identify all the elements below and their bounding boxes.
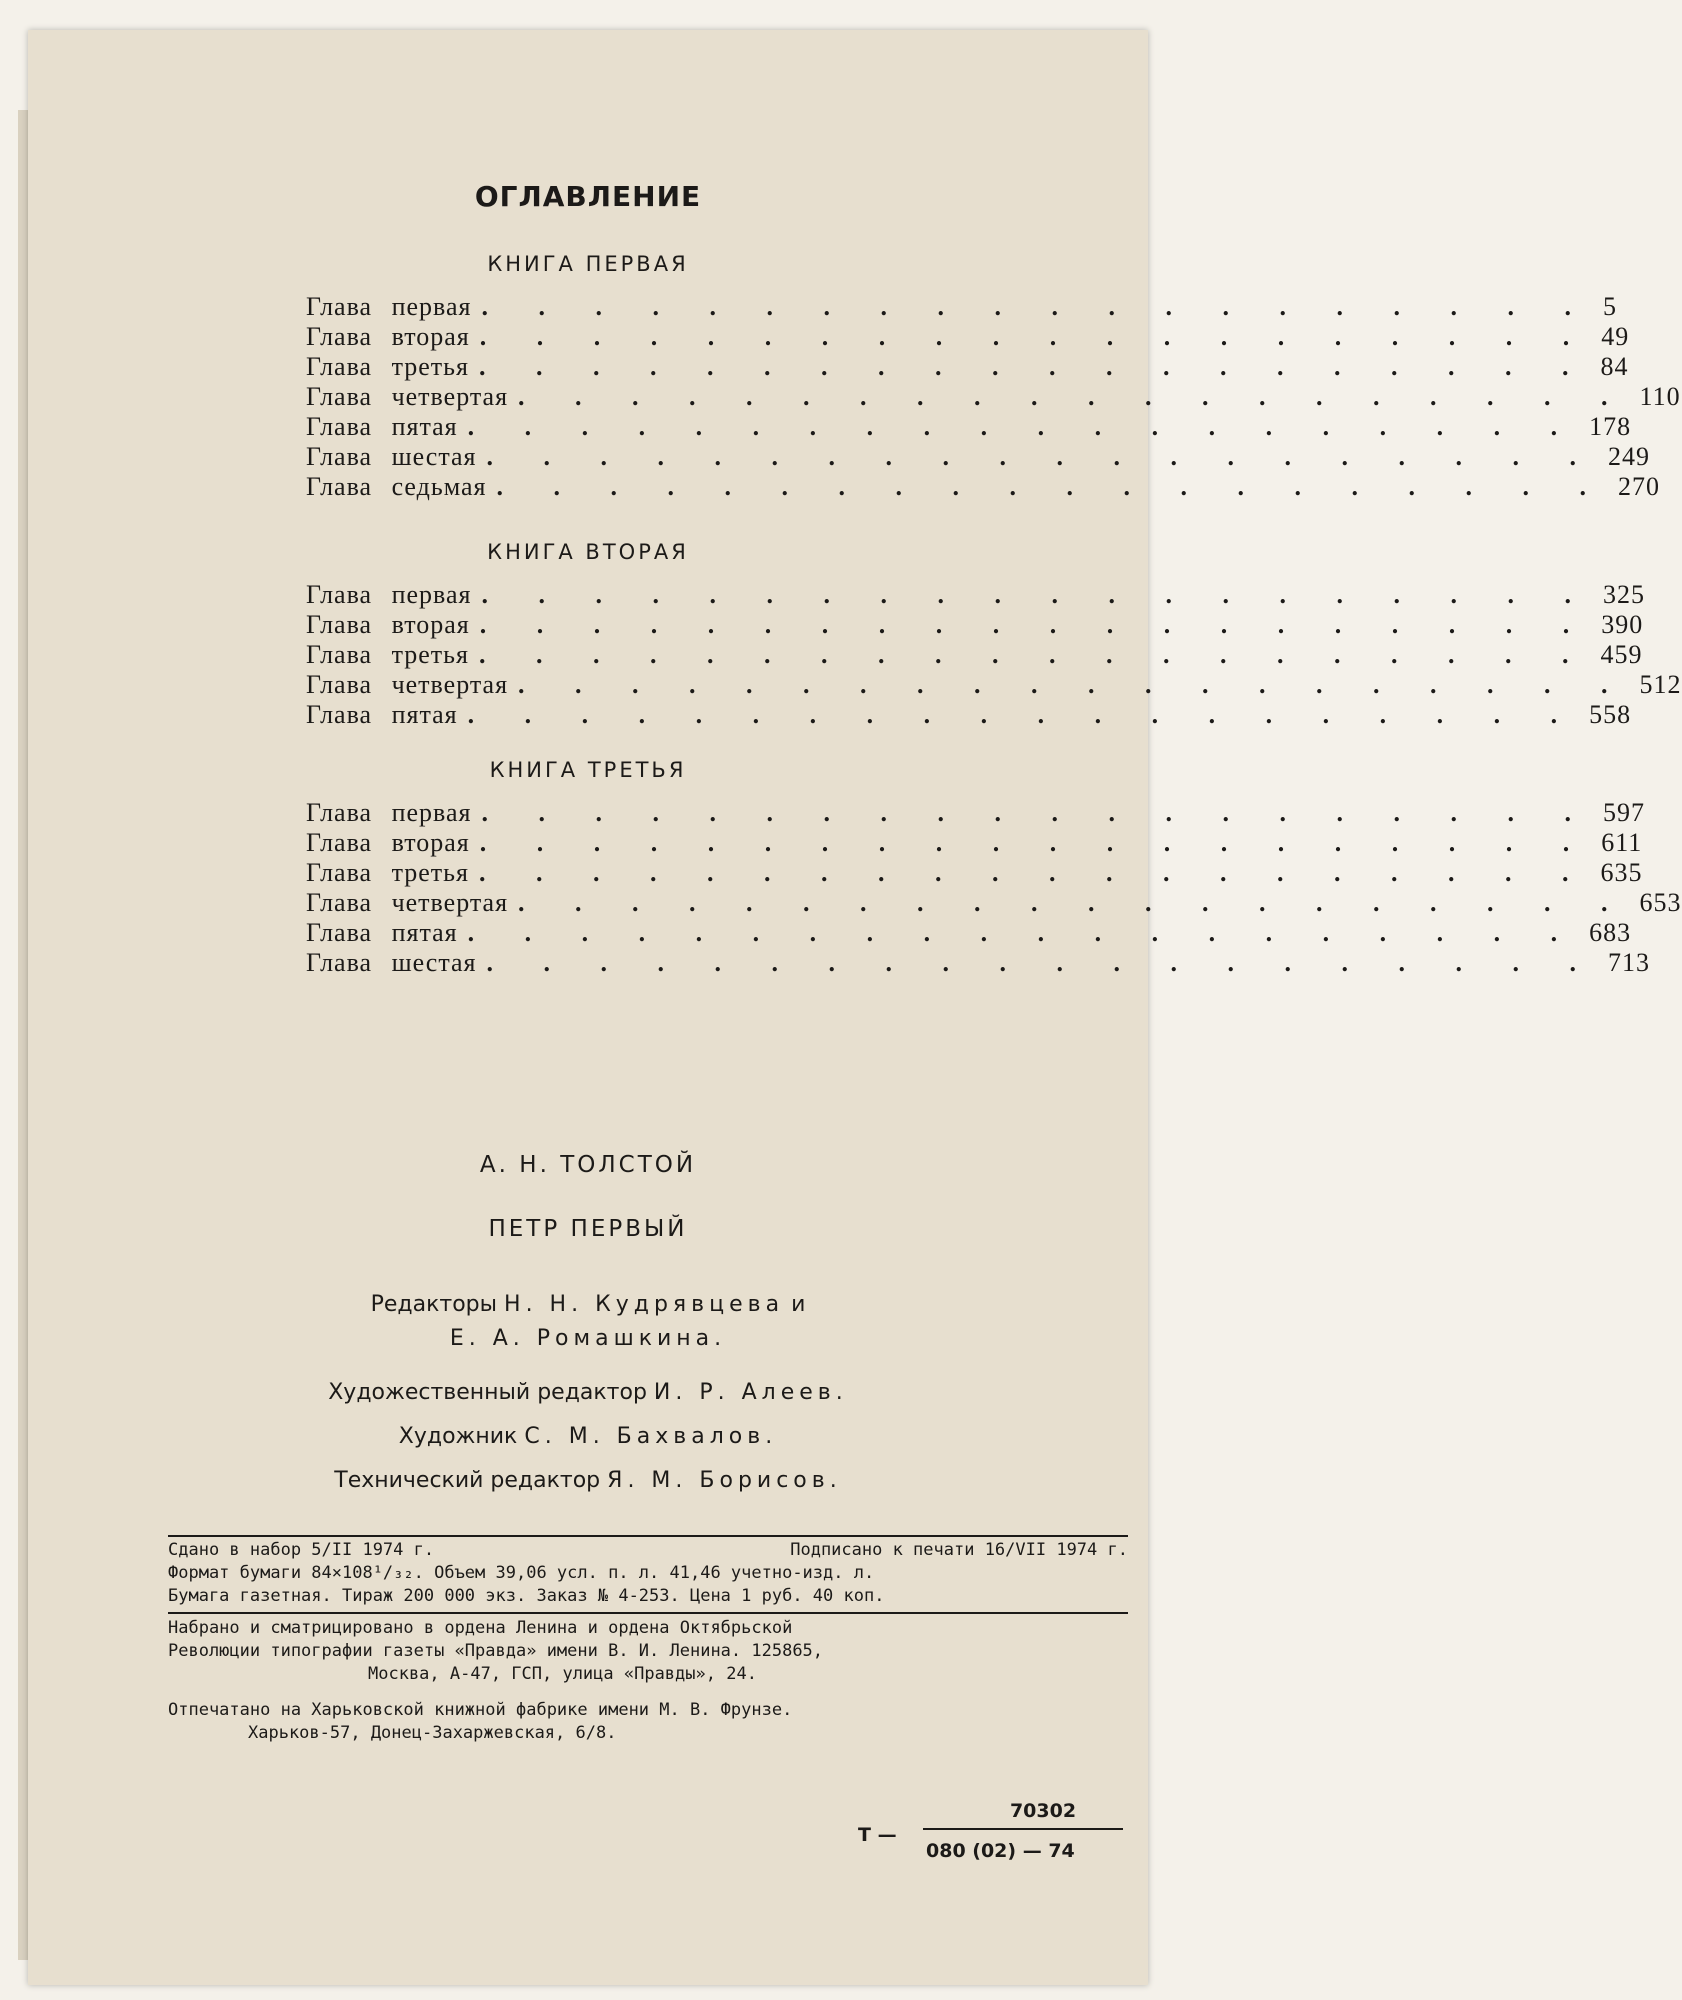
chapter-label: Глава четвертая bbox=[306, 382, 509, 411]
page-number: 713 bbox=[1608, 948, 1650, 977]
tech-editor-line bbox=[28, 1468, 1148, 1493]
editor-2: Е. А. Ромашкина. bbox=[449, 1326, 727, 1351]
chapter-label: Глава пятая bbox=[306, 412, 458, 441]
dot-leader: . . . . . . . . . . . . . . . . . . . . bbox=[478, 640, 1591, 669]
toc-row bbox=[306, 858, 1643, 888]
imprint-rule-mid bbox=[168, 1612, 1128, 1614]
toc-row bbox=[306, 580, 1645, 610]
toc-row bbox=[306, 382, 1681, 412]
editors-line bbox=[28, 1292, 1148, 1317]
page-number: 325 bbox=[1602, 580, 1645, 609]
toc-row bbox=[306, 828, 1643, 858]
dot-leader: . . . . . . . . . . . . . . . . . . . . bbox=[467, 700, 1580, 729]
toc-row bbox=[306, 918, 1632, 948]
dot-leader: . . . . . . . . . . . . . . . . . . . . bbox=[467, 918, 1580, 947]
toc-title: ОГЛАВЛЕНИЕ bbox=[474, 180, 702, 213]
toc-row bbox=[306, 352, 1629, 382]
artist-line bbox=[28, 1424, 1148, 1449]
toc-row bbox=[306, 610, 1644, 640]
chapter-label: Глава первая bbox=[306, 580, 472, 609]
page-number: 390 bbox=[1601, 610, 1644, 639]
dot-leader: . . . . . . . . . . . . . . . . . . . . bbox=[486, 442, 1598, 471]
chapter-label: Глава четвертая bbox=[306, 670, 509, 699]
page-number: 178 bbox=[1589, 412, 1632, 441]
toc-list-book-2 bbox=[306, 580, 1682, 730]
dot-leader: . . . . . . . . . . . . . . . . . . . . bbox=[518, 382, 1630, 411]
chapter-label: Глава вторая bbox=[306, 610, 470, 639]
page-number: 49 bbox=[1601, 322, 1630, 351]
art-editor: И. Р. Алеев. bbox=[653, 1380, 848, 1405]
catalog-code-denominator: 080 (02) — 74 bbox=[926, 1840, 1075, 1862]
chapter-label: Глава третья bbox=[306, 352, 469, 381]
dot-leader: . . . . . . . . . . . . . . . . . . . . bbox=[467, 412, 1580, 441]
book-title-1: КНИГА ПЕРВАЯ bbox=[487, 252, 689, 276]
chapter-label: Глава вторая bbox=[306, 828, 470, 857]
toc-row bbox=[306, 472, 1660, 502]
dot-leader: . . . . . . . . . . . . . . . . . . . . bbox=[478, 858, 1591, 887]
typesetter-address: Москва, А-47, ГСП, улица «Правды», 24. bbox=[368, 1664, 757, 1684]
chapter-label: Глава пятая bbox=[306, 918, 458, 947]
page-number: 110 bbox=[1639, 382, 1681, 411]
toc-row bbox=[306, 798, 1645, 828]
catalog-code-fraction-line bbox=[923, 1828, 1123, 1830]
chapter-label: Глава вторая bbox=[306, 322, 470, 351]
page-number: 558 bbox=[1589, 700, 1632, 729]
artist-prefix: Художник bbox=[398, 1424, 518, 1449]
dot-leader: . . . . . . . . . . . . . . . . . . . . bbox=[496, 472, 1608, 501]
dot-leader: . . . . . . . . . . . . . . . . . . . . bbox=[481, 580, 1593, 609]
art-editor-line bbox=[28, 1380, 1148, 1405]
typesetter-info: Революции типографии газеты «Правда» имени В. И. Ленина. 125865, bbox=[168, 1641, 824, 1661]
toc-list-book-3 bbox=[306, 798, 1682, 978]
imprint-rule-top bbox=[168, 1535, 1128, 1537]
dot-leader: . . . . . . . . . . . . . . . . . . . . bbox=[478, 352, 1591, 381]
catalog-code-numerator: 70302 bbox=[1009, 1800, 1077, 1822]
toc-row bbox=[306, 412, 1632, 442]
page-number: 270 bbox=[1617, 472, 1660, 501]
toc-row bbox=[306, 322, 1630, 352]
page-number: 611 bbox=[1601, 828, 1643, 857]
imprint-block-2 bbox=[168, 1618, 1128, 1687]
typeset-date: Сдано в набор 5/II 1974 г. bbox=[168, 1540, 435, 1560]
dot-leader: . . . . . . . . . . . . . . . . . . . . bbox=[518, 670, 1630, 699]
chapter-label: Глава первая bbox=[306, 292, 472, 321]
editor-1: Н. Н. Кудрявцева bbox=[504, 1292, 785, 1317]
book-title-2: КНИГА ВТОРАЯ bbox=[487, 540, 689, 564]
toc-row bbox=[306, 442, 1650, 472]
book-title-3: КНИГА ТРЕТЬЯ bbox=[489, 758, 687, 782]
catalog-code-prefix: Т — bbox=[858, 1824, 897, 1846]
chapter-label: Глава третья bbox=[306, 640, 469, 669]
chapter-label: Глава пятая bbox=[306, 700, 458, 729]
page-number: 512 bbox=[1639, 670, 1682, 699]
toc-row bbox=[306, 670, 1682, 700]
page-number: 683 bbox=[1589, 918, 1632, 947]
editors-prefix: Редакторы bbox=[370, 1292, 498, 1317]
editors-and: и bbox=[791, 1292, 806, 1317]
paper-format: Формат бумаги 84×108¹/₃₂. Объем 39,06 усл. п. л. 41,46 учетно-изд. л. bbox=[168, 1563, 875, 1583]
printer-address: Харьков-57, Донец-Захаржевская, 6/8. bbox=[248, 1723, 617, 1743]
toc-row bbox=[306, 948, 1650, 978]
dot-leader: . . . . . . . . . . . . . . . . . . . . bbox=[479, 828, 1592, 857]
toc-row bbox=[306, 888, 1682, 918]
chapter-label: Глава шестая bbox=[306, 948, 477, 977]
dot-leader: . . . . . . . . . . . . . . . . . . . . bbox=[481, 798, 1593, 827]
signed-to-print: Подписано к печати 16/VII 1974 г. bbox=[790, 1540, 1128, 1560]
page-number: 249 bbox=[1608, 442, 1650, 471]
imprint-row bbox=[168, 1540, 1128, 1563]
toc-row bbox=[306, 640, 1643, 670]
toc-list-book-1 bbox=[306, 292, 1681, 502]
typesetter-info: Набрано и сматрицировано в ордена Ленина и ордена Октябрьской bbox=[168, 1618, 793, 1638]
page-number: 84 bbox=[1600, 352, 1629, 381]
chapter-label: Глава седьмая bbox=[306, 472, 487, 501]
chapter-label: Глава первая bbox=[306, 798, 472, 827]
artist: С. М. Бахвалов. bbox=[524, 1424, 778, 1449]
tech-editor: Я. М. Борисов. bbox=[607, 1468, 842, 1493]
page-number: 597 bbox=[1602, 798, 1645, 827]
book-page bbox=[28, 30, 1682, 1985]
dot-leader: . . . . . . . . . . . . . . . . . . . . bbox=[481, 292, 1593, 321]
page-number: 635 bbox=[1600, 858, 1643, 887]
page-number: 459 bbox=[1600, 640, 1643, 669]
toc-row bbox=[306, 700, 1632, 730]
dot-leader: . . . . . . . . . . . . . . . . . . . . bbox=[486, 948, 1598, 977]
printer-info: Отпечатано на Харьковской книжной фабрике имени М. В. Фрунзе. bbox=[168, 1700, 793, 1720]
chapter-label: Глава третья bbox=[306, 858, 469, 887]
print-run: Бумага газетная. Тираж 200 000 экз. Заказ № 4-253. Цена 1 руб. 40 коп. bbox=[168, 1586, 885, 1606]
chapter-label: Глава шестая bbox=[306, 442, 477, 471]
dot-leader: . . . . . . . . . . . . . . . . . . . . bbox=[479, 610, 1592, 639]
page-number: 5 bbox=[1602, 292, 1617, 321]
imprint-block-1 bbox=[168, 1540, 1128, 1609]
chapter-label: Глава четвертая bbox=[306, 888, 509, 917]
dot-leader: . . . . . . . . . . . . . . . . . . . . bbox=[518, 888, 1630, 917]
toc-row bbox=[306, 292, 1617, 322]
work-title: ПЕТР ПЕРВЫЙ bbox=[488, 1216, 688, 1242]
imprint-block-3 bbox=[168, 1700, 1128, 1746]
tech-editor-prefix: Технический редактор bbox=[334, 1468, 601, 1493]
author-name: А. Н. ТОЛСТОЙ bbox=[479, 1152, 697, 1178]
art-editor-prefix: Художественный редактор bbox=[328, 1380, 647, 1405]
dot-leader: . . . . . . . . . . . . . . . . . . . . bbox=[479, 322, 1592, 351]
editor-2-line bbox=[28, 1326, 1148, 1351]
page-number: 653 bbox=[1639, 888, 1682, 917]
